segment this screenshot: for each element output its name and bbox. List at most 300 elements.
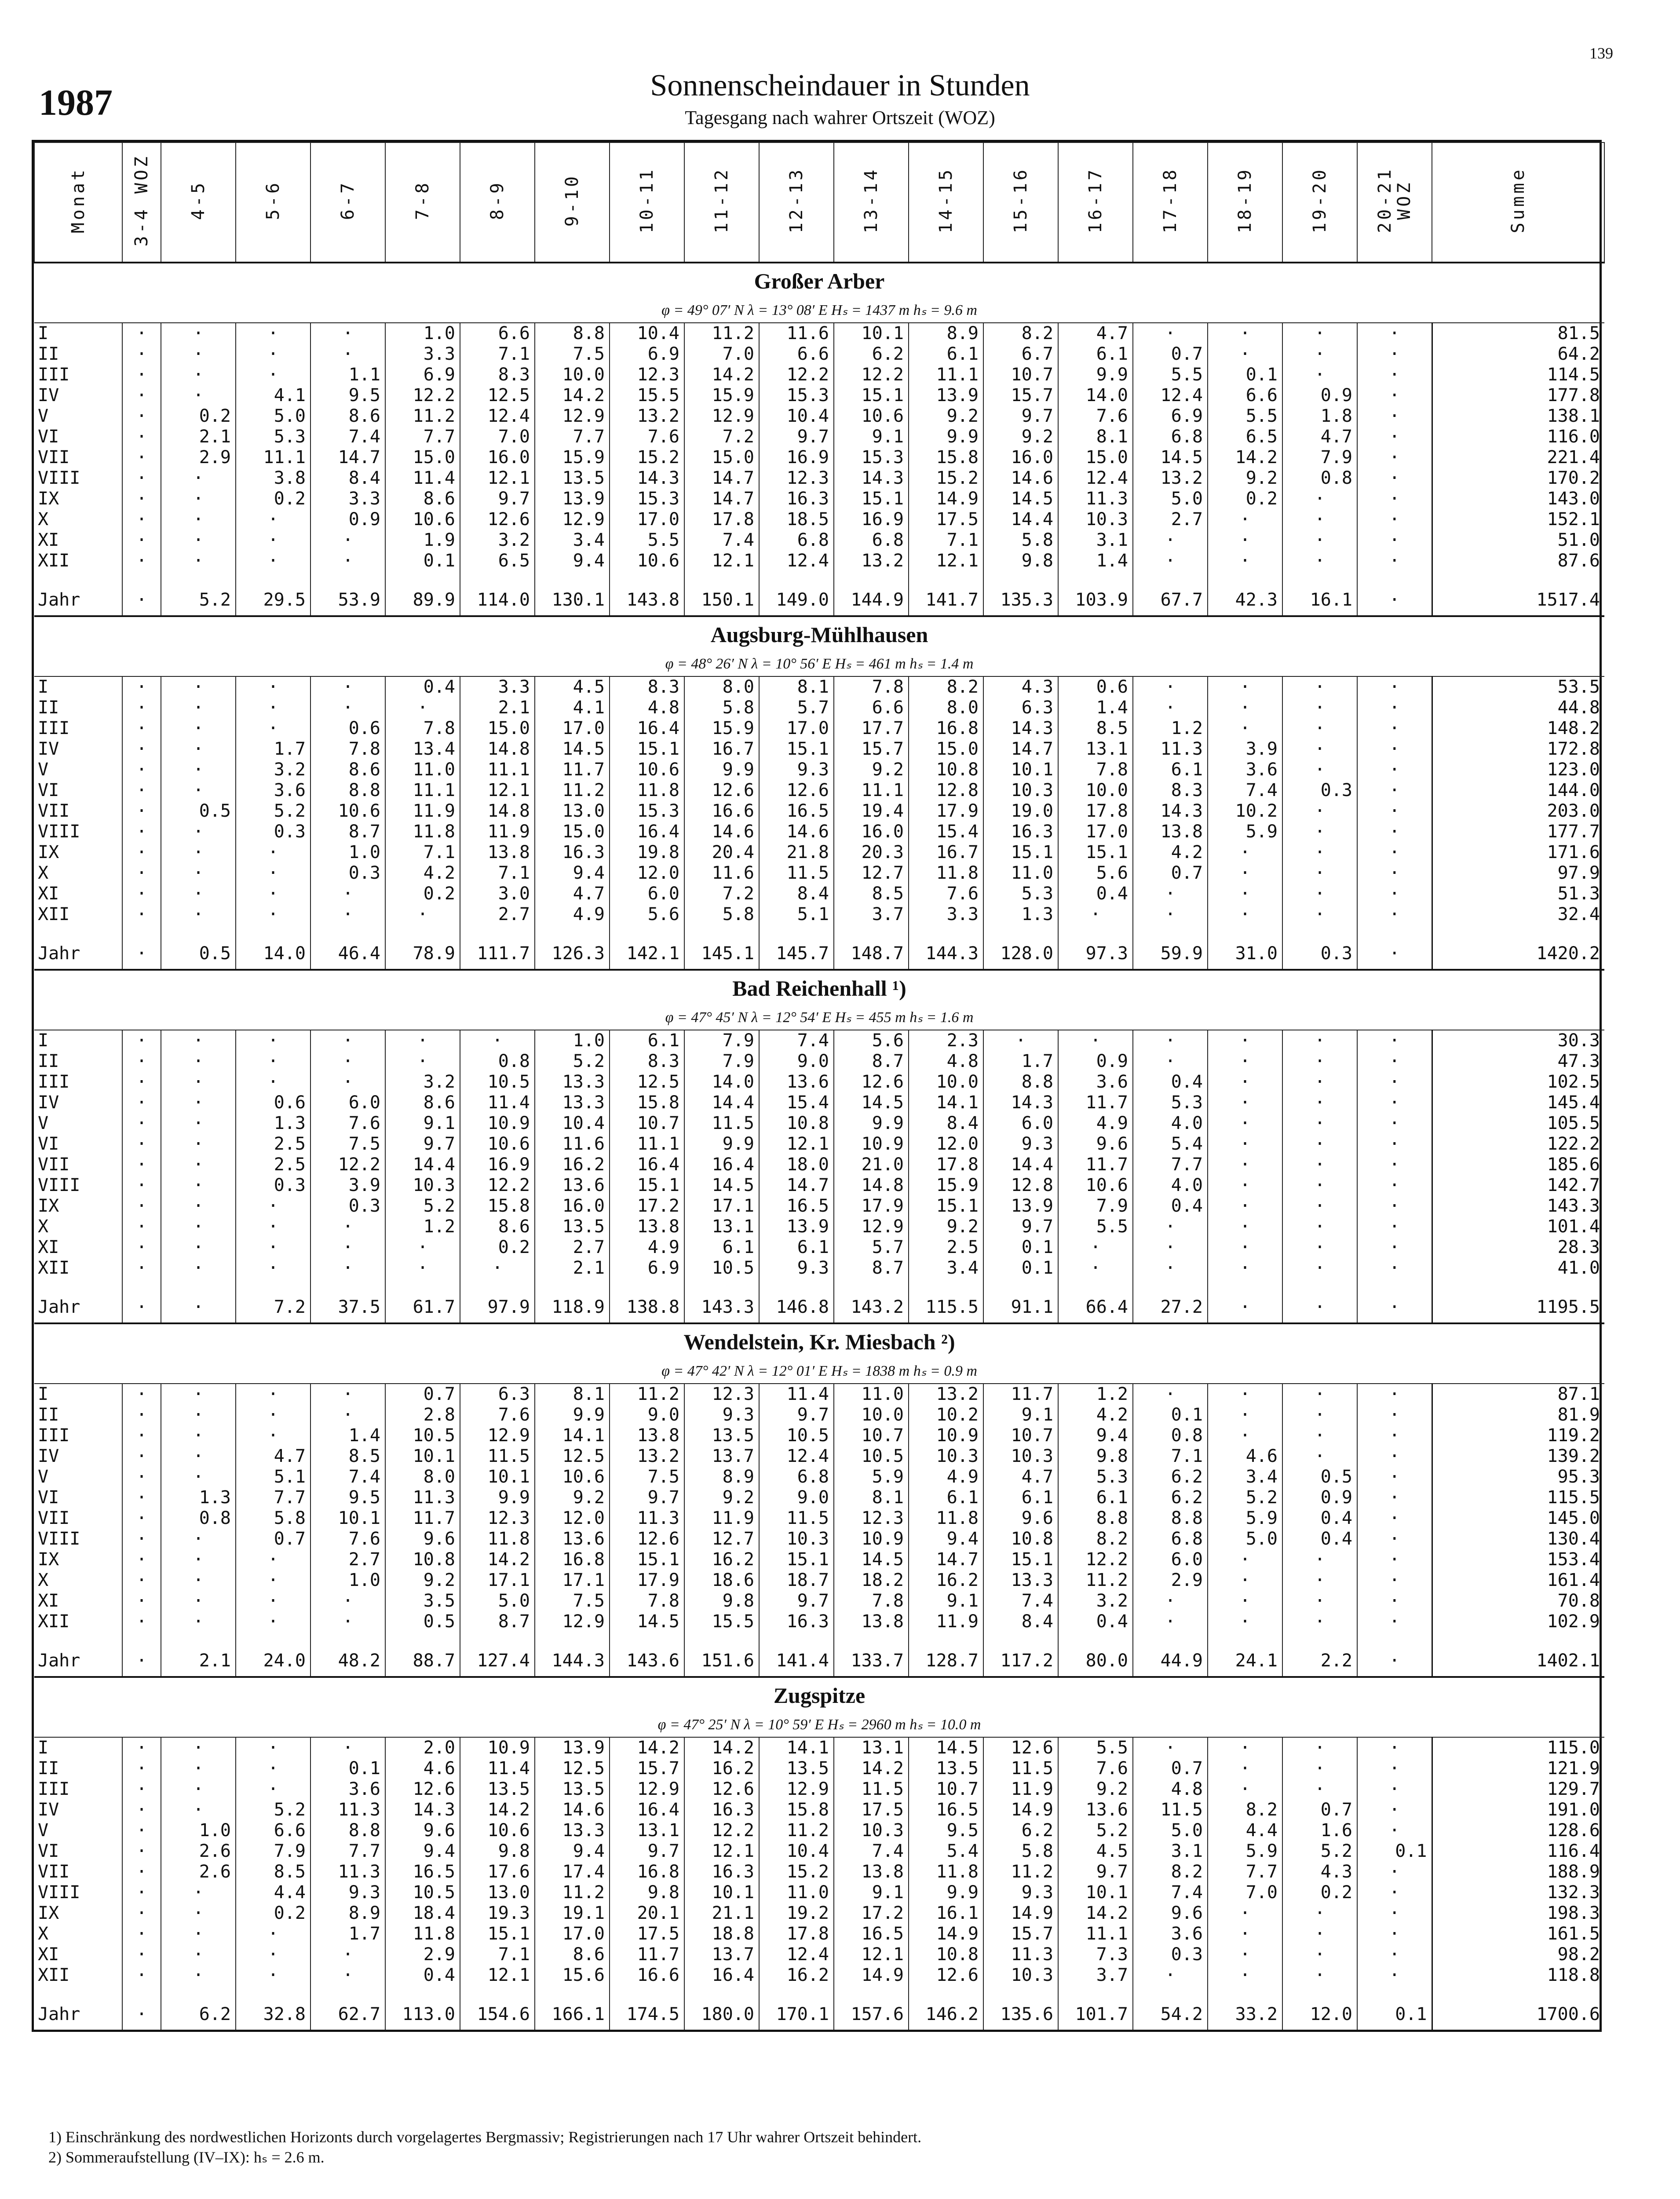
table-cell: 5.8 <box>684 904 759 925</box>
table-cell: 166.1 <box>535 1999 610 2030</box>
table-cell: 3.1 <box>1133 1841 1208 1862</box>
table-cell: 0.9 <box>1058 1051 1133 1072</box>
table-cell: · <box>161 676 236 698</box>
table-cell: 0.3 <box>1282 780 1357 801</box>
table-cell: 4.3 <box>1282 1862 1357 1882</box>
spacer-cell <box>1432 1986 1604 1999</box>
table-cell: 12.6 <box>610 1529 684 1549</box>
table-cell: · <box>1357 1862 1432 1882</box>
table-cell: 11.8 <box>385 1924 460 1944</box>
table-cell: · <box>161 1611 236 1632</box>
spacer-cell <box>236 925 310 938</box>
spacer-cell <box>310 1986 385 1999</box>
table-cell: · <box>122 718 161 739</box>
table-cell: 17.0 <box>759 718 834 739</box>
table-cell: 6.1 <box>1058 344 1133 365</box>
row-label: IV <box>38 1446 59 1466</box>
table-cell: 16.3 <box>684 1862 759 1882</box>
table-cell: 5.5 <box>1133 365 1208 385</box>
spacer-cell <box>161 1632 236 1645</box>
table-cell: 10.3 <box>1058 509 1133 530</box>
table-cell: 15.0 <box>460 718 535 739</box>
table-cell: · <box>161 1134 236 1154</box>
table-cell: 14.0 <box>684 1072 759 1092</box>
table-cell: 13.5 <box>535 468 610 489</box>
spacer-cell <box>1208 1278 1282 1292</box>
table-cell: 4.5 <box>535 676 610 698</box>
row-label: II <box>38 698 59 718</box>
table-cell: · <box>161 822 236 842</box>
table-cell: · <box>1357 1196 1432 1216</box>
table-cell: 0.7 <box>1133 863 1208 884</box>
table-cell: · <box>1208 842 1282 863</box>
table-cell: 123.0 <box>1432 760 1604 780</box>
table-cell: 103.9 <box>1058 584 1133 616</box>
table-cell: · <box>161 1113 236 1134</box>
table-cell: 6.9 <box>610 344 684 365</box>
table-cell: 4.4 <box>1208 1820 1282 1841</box>
table-cell: · <box>385 1258 460 1278</box>
table-cell: 12.0 <box>1282 1999 1357 2030</box>
table-cell: 8.8 <box>1058 1508 1133 1529</box>
table-cell: 16.9 <box>460 1154 535 1175</box>
table-cell: 16.5 <box>834 1924 909 1944</box>
table-cell: · <box>1357 427 1432 447</box>
table-cell: · <box>161 1737 236 1758</box>
spacer-cell <box>1133 571 1208 584</box>
table-cell: 0.1 <box>1133 1405 1208 1425</box>
table-cell: 6.6 <box>1208 385 1282 406</box>
table-cell: 12.4 <box>460 406 535 427</box>
table-cell: · <box>1208 1405 1282 1425</box>
table-cell: 185.6 <box>1432 1154 1604 1175</box>
row-label: XII <box>38 1258 70 1278</box>
table-cell: 2.0 <box>385 1737 460 1758</box>
table-cell: 3.2 <box>236 760 310 780</box>
table-cell: · <box>122 1549 161 1570</box>
table-cell: 2.7 <box>535 1237 610 1258</box>
table-cell: 19.0 <box>983 801 1058 822</box>
station-name: Wendelstein, Kr. Miesbach ²) <box>34 1323 1604 1359</box>
table-cell: 5.9 <box>1208 1508 1282 1529</box>
table-cell: 7.7 <box>236 1487 310 1508</box>
table-cell: 12.9 <box>684 406 759 427</box>
table-cell: 14.5 <box>1133 447 1208 468</box>
column-header-label: Summe <box>1508 167 1528 234</box>
table-cell: 15.2 <box>610 447 684 468</box>
table-cell: · <box>1208 551 1282 571</box>
table-cell: 15.1 <box>834 489 909 509</box>
column-header-label: 7-8 <box>413 180 433 220</box>
table-cell: 32.4 <box>1432 904 1604 925</box>
table-cell: · <box>1208 718 1282 739</box>
month-row <box>34 1175 1604 1196</box>
page-title: Sonnenscheindauer in Stunden <box>650 69 1030 102</box>
table-cell: 7.8 <box>1058 760 1133 780</box>
spacer-cell <box>460 1278 535 1292</box>
table-cell: · <box>310 904 385 925</box>
table-cell: · <box>236 1758 310 1779</box>
table-cell: · <box>161 344 236 365</box>
month-row <box>34 447 1604 468</box>
table-cell: · <box>122 676 161 698</box>
table-cell: · <box>1357 1758 1432 1779</box>
table-cell: 95.3 <box>1432 1467 1604 1487</box>
month-row <box>34 1051 1604 1072</box>
table-cell: · <box>1208 1051 1282 1072</box>
table-cell: 0.7 <box>236 1529 310 1549</box>
table-cell: · <box>1133 1237 1208 1258</box>
spacer-cell <box>684 571 759 584</box>
table-cell: 8.4 <box>983 1611 1058 1632</box>
table-cell: 148.7 <box>834 938 909 970</box>
table-cell: 0.7 <box>1282 1800 1357 1820</box>
table-cell: 8.9 <box>310 1903 385 1924</box>
table-cell: 5.3 <box>983 884 1058 904</box>
table-cell: 2.7 <box>460 904 535 925</box>
table-cell: 8.6 <box>535 1944 610 1965</box>
table-cell: · <box>161 1529 236 1549</box>
month-row <box>34 760 1604 780</box>
spacer-cell <box>1357 1986 1432 1999</box>
table-cell: 0.5 <box>161 938 236 970</box>
table-cell: 105.5 <box>1432 1113 1604 1134</box>
table-cell: · <box>161 1405 236 1425</box>
table-cell: 14.8 <box>834 1175 909 1196</box>
table-cell: 17.7 <box>834 718 909 739</box>
table-cell: 7.6 <box>909 884 983 904</box>
table-cell: 0.4 <box>1133 1196 1208 1216</box>
table-cell: 3.4 <box>535 530 610 551</box>
column-header <box>909 142 983 263</box>
table-cell: 14.4 <box>983 509 1058 530</box>
table-cell: 10.0 <box>535 365 610 385</box>
spacer-cell <box>684 925 759 938</box>
table-cell: · <box>122 1051 161 1072</box>
table-cell: 14.0 <box>236 938 310 970</box>
table-cell: 6.1 <box>983 1487 1058 1508</box>
table-cell: 10.5 <box>759 1425 834 1446</box>
table-cell: 144.9 <box>834 584 909 616</box>
table-cell: 12.4 <box>759 1446 834 1467</box>
table-cell: · <box>310 551 385 571</box>
row-label: Jahr <box>38 590 80 610</box>
table-cell: 14.1 <box>535 1425 610 1446</box>
table-cell: 12.6 <box>909 1965 983 1986</box>
table-cell: 7.5 <box>310 1134 385 1154</box>
column-header-label: 18-19 <box>1235 167 1255 234</box>
table-cell: 17.2 <box>834 1903 909 1924</box>
table-cell: · <box>236 1944 310 1965</box>
table-cell: 17.2 <box>610 1196 684 1216</box>
table-cell: 10.8 <box>909 1944 983 1965</box>
row-label: VII <box>38 1508 70 1528</box>
table-cell: 10.9 <box>909 1425 983 1446</box>
table-cell: 17.8 <box>909 1154 983 1175</box>
table-cell: 11.9 <box>909 1611 983 1632</box>
table-cell: 27.2 <box>1133 1292 1208 1323</box>
table-cell: 0.5 <box>385 1611 460 1632</box>
spacer-cell <box>684 1632 759 1645</box>
table-cell: 16.4 <box>684 1154 759 1175</box>
table-cell: 2.1 <box>161 427 236 447</box>
table-cell: · <box>161 904 236 925</box>
spacer-cell <box>460 571 535 584</box>
month-row <box>34 1508 1604 1529</box>
table-cell: 11.9 <box>460 822 535 842</box>
table-cell: 9.1 <box>385 1113 460 1134</box>
table-cell: · <box>1208 1570 1282 1591</box>
table-cell: 13.7 <box>684 1944 759 1965</box>
year-heading: 1987 <box>39 82 113 123</box>
spacer-cell <box>535 1632 610 1645</box>
row-label: V <box>38 760 49 780</box>
table-cell: 203.0 <box>1432 801 1604 822</box>
table-cell: 14.8 <box>460 801 535 822</box>
table-cell: · <box>236 698 310 718</box>
table-cell: 7.6 <box>1058 1758 1133 1779</box>
table-cell: · <box>122 489 161 509</box>
table-cell: 198.3 <box>1432 1903 1604 1924</box>
table-cell: 4.9 <box>909 1467 983 1487</box>
table-cell: 61.7 <box>385 1292 460 1323</box>
spacer-cell <box>909 1278 983 1292</box>
column-header-label: 3-4 WOZ <box>131 153 152 247</box>
table-cell: 11.8 <box>909 1862 983 1882</box>
spacer-cell <box>834 925 909 938</box>
table-cell: 14.2 <box>684 365 759 385</box>
table-cell: 11.3 <box>983 1944 1058 1965</box>
table-cell: · <box>1208 1384 1282 1405</box>
table-cell: 10.3 <box>983 1446 1058 1467</box>
spacer-cell <box>535 571 610 584</box>
table-cell: · <box>122 822 161 842</box>
table-cell: 130.4 <box>1432 1529 1604 1549</box>
column-header-label: 9-10 <box>562 173 582 227</box>
table-cell: · <box>122 1611 161 1632</box>
table-cell: · <box>1357 1216 1432 1237</box>
table-cell: · <box>161 489 236 509</box>
table-cell: 2.7 <box>1133 509 1208 530</box>
table-cell: 8.5 <box>310 1446 385 1467</box>
table-cell: 9.9 <box>535 1405 610 1425</box>
spacer-cell <box>684 1278 759 1292</box>
table-cell: · <box>310 1237 385 1258</box>
table-cell: 15.7 <box>983 1924 1058 1944</box>
station-name: Zugspitze <box>34 1677 1604 1713</box>
table-cell: 10.4 <box>759 1841 834 1862</box>
table-cell: 13.3 <box>535 1072 610 1092</box>
table-cell: 4.6 <box>1208 1446 1282 1467</box>
month-row <box>34 1549 1604 1570</box>
table-cell: 6.0 <box>983 1113 1058 1134</box>
table-cell: 16.2 <box>684 1758 759 1779</box>
table-cell: 0.2 <box>236 1903 310 1924</box>
table-cell: · <box>1208 1113 1282 1134</box>
table-cell: 7.2 <box>684 884 759 904</box>
table-cell: 188.9 <box>1432 1862 1604 1882</box>
spacer-cell <box>236 1986 310 1999</box>
table-cell: 141.7 <box>909 584 983 616</box>
table-cell: · <box>1208 1030 1282 1051</box>
table-cell: 12.7 <box>834 863 909 884</box>
table-cell: 0.3 <box>1133 1944 1208 1965</box>
table-cell: 145.1 <box>684 938 759 970</box>
table-cell: · <box>122 1924 161 1944</box>
table-cell: · <box>310 1051 385 1072</box>
table-cell: 54.2 <box>1133 1999 1208 2030</box>
table-cell: 11.4 <box>460 1758 535 1779</box>
table-cell: 9.1 <box>909 1591 983 1611</box>
table-cell: 5.2 <box>385 1196 460 1216</box>
table-cell: 9.9 <box>1058 365 1133 385</box>
table-cell: 16.0 <box>535 1196 610 1216</box>
table-cell: 14.9 <box>983 1903 1058 1924</box>
table-cell: · <box>122 1758 161 1779</box>
table-cell: 11.2 <box>684 323 759 344</box>
table-cell: 12.5 <box>460 385 535 406</box>
table-cell: 10.1 <box>385 1446 460 1467</box>
table-cell: · <box>1282 842 1357 863</box>
month-row <box>34 385 1604 406</box>
row-label: XII <box>38 1611 70 1632</box>
table-cell: 8.1 <box>834 1487 909 1508</box>
table-cell: 10.5 <box>385 1425 460 1446</box>
column-header <box>236 142 310 263</box>
table-cell: 10.6 <box>834 406 909 427</box>
table-cell: 17.0 <box>535 1924 610 1944</box>
table-cell: 16.7 <box>909 842 983 863</box>
table-cell: · <box>122 884 161 904</box>
table-cell: · <box>310 676 385 698</box>
table-cell: 13.8 <box>460 842 535 863</box>
table-cell: 12.2 <box>684 1820 759 1841</box>
table-cell: 0.1 <box>1357 1999 1432 2030</box>
table-cell: · <box>236 1779 310 1800</box>
table-cell: 0.4 <box>1058 1611 1133 1632</box>
table-cell: 10.5 <box>385 1882 460 1903</box>
table-cell: 9.2 <box>834 760 909 780</box>
table-cell: 53.9 <box>310 584 385 616</box>
table-cell: 41.0 <box>1432 1258 1604 1278</box>
table-cell: · <box>236 1051 310 1072</box>
table-cell: · <box>122 551 161 571</box>
table-cell: 13.5 <box>909 1758 983 1779</box>
table-cell: 5.9 <box>834 1467 909 1487</box>
table-cell: · <box>1357 739 1432 760</box>
table-cell: 10.1 <box>1058 1882 1133 1903</box>
table-cell: 10.3 <box>909 1446 983 1467</box>
table-cell: 9.7 <box>1058 1862 1133 1882</box>
table-cell: 115.5 <box>909 1292 983 1323</box>
table-cell: 6.0 <box>1133 1549 1208 1570</box>
table-cell: 170.2 <box>1432 468 1604 489</box>
table-cell: 11.5 <box>759 863 834 884</box>
table-cell: · <box>1133 1051 1208 1072</box>
table-cell: 8.8 <box>535 323 610 344</box>
table-cell: 16.4 <box>610 822 684 842</box>
table-cell: 115.5 <box>1432 1487 1604 1508</box>
table-cell: · <box>1282 1154 1357 1175</box>
spacer-cell <box>834 1986 909 1999</box>
month-row <box>34 1779 1604 1800</box>
table-cell: · <box>122 365 161 385</box>
table-cell: 9.6 <box>983 1508 1058 1529</box>
table-cell: 119.2 <box>1432 1425 1604 1446</box>
table-cell: 9.7 <box>385 1134 460 1154</box>
table-cell: 13.5 <box>535 1779 610 1800</box>
spacer-cell <box>385 571 460 584</box>
table-cell: 0.2 <box>460 1237 535 1258</box>
table-cell: · <box>122 1529 161 1549</box>
table-cell: 1.4 <box>1058 698 1133 718</box>
row-label: VIII <box>38 1529 80 1549</box>
table-cell: · <box>161 780 236 801</box>
table-cell: 7.1 <box>460 344 535 365</box>
station-header-row <box>34 1677 1604 1713</box>
table-cell: 7.8 <box>834 1591 909 1611</box>
table-cell: 12.9 <box>535 1611 610 1632</box>
table-cell: 12.3 <box>684 1384 759 1405</box>
table-cell: 2.2 <box>1282 1645 1357 1677</box>
table-cell: · <box>161 1425 236 1446</box>
table-cell: 122.2 <box>1432 1134 1604 1154</box>
table-cell: 171.6 <box>1432 842 1604 863</box>
table-cell: 5.0 <box>236 406 310 427</box>
table-cell: 16.5 <box>759 801 834 822</box>
month-row <box>34 1758 1604 1779</box>
table-cell: 6.0 <box>610 884 684 904</box>
table-cell: 1.0 <box>161 1820 236 1841</box>
table-cell: 10.8 <box>983 1529 1058 1549</box>
table-cell: 5.6 <box>610 904 684 925</box>
table-cell: · <box>1133 323 1208 344</box>
table-cell: 8.7 <box>834 1051 909 1072</box>
table-cell: 18.6 <box>684 1570 759 1591</box>
table-cell: 11.8 <box>610 780 684 801</box>
table-cell: · <box>1357 1645 1432 1677</box>
table-cell: 32.8 <box>236 1999 310 2030</box>
table-cell: 4.8 <box>610 698 684 718</box>
table-cell: 8.0 <box>684 676 759 698</box>
month-row <box>34 1258 1604 1278</box>
row-label: X <box>38 1570 49 1590</box>
table-cell: · <box>1357 1092 1432 1113</box>
table-cell: 0.4 <box>1282 1529 1357 1549</box>
table-cell: 15.1 <box>610 739 684 760</box>
table-cell: 8.8 <box>310 780 385 801</box>
table-cell: · <box>1282 1405 1357 1425</box>
table-cell: · <box>1208 1549 1282 1570</box>
table-cell: 15.1 <box>759 1549 834 1570</box>
spacer-cell <box>1432 1278 1604 1292</box>
table-cell: 9.8 <box>684 1591 759 1611</box>
spacer-cell <box>161 1278 236 1292</box>
table-cell: 10.6 <box>460 1820 535 1841</box>
table-cell: 14.7 <box>310 447 385 468</box>
table-cell: · <box>1357 884 1432 904</box>
table-cell: 138.8 <box>610 1292 684 1323</box>
table-cell: 14.7 <box>684 468 759 489</box>
table-cell: 10.6 <box>610 760 684 780</box>
table-cell: 172.8 <box>1432 739 1604 760</box>
column-header-label: 14-15 <box>936 167 956 234</box>
table-cell: 6.3 <box>983 698 1058 718</box>
table-cell: 14.7 <box>684 489 759 509</box>
table-cell: · <box>161 1467 236 1487</box>
table-cell: 9.7 <box>610 1487 684 1508</box>
table-cell: 19.3 <box>460 1903 535 1924</box>
